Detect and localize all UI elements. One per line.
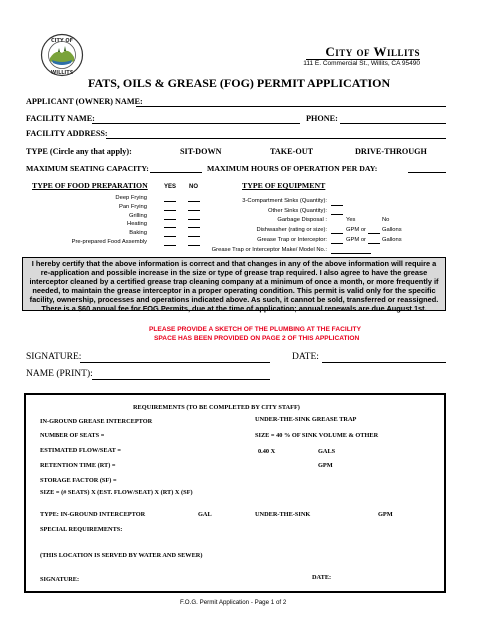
form-title: FATS, OILS & GREASE (FOG) PERMIT APPLICATION [88,76,391,90]
city-address: 111 E. Commercial St., Willits, CA 95490 [303,60,420,67]
staff-signature-label: SIGNATURE: [40,576,80,583]
served-note: (THIS LOCATION IS SERVED BY WATER AND SEWER) [40,552,203,559]
food-prep-item: Pre-prepared Food Assembly [71,239,147,245]
other-sinks-field[interactable] [331,214,343,215]
owner-name-label: APPLICANT (OWNER) NAME: [26,97,143,106]
owner-name-field[interactable] [136,106,446,107]
facility-address-label: FACILITY ADDRESS: [26,129,108,138]
dishwasher-field[interactable] [331,233,343,234]
max-seating-label: MAXIMUM SEATING CAPACITY: [26,164,149,173]
no-blank[interactable] [188,210,200,211]
date-field[interactable] [322,362,446,363]
svg-text:WILLITS: WILLITS [50,70,74,76]
dishwasher-gpm-or: GPM or [346,227,366,233]
special-requirements-label: SPECIAL REQUIREMENTS: [40,526,123,533]
food-prep-heading: TYPE OF FOOD PREPARATION [32,181,148,190]
food-prep-item: Baking [129,230,147,236]
sketch-notice-line2: SPACE HAS BEEN PROVIDED ON PAGE 2 OF THIS APPLICATION [154,335,360,342]
no-blank[interactable] [188,236,200,237]
seats-label: NUMBER OF SEATS = [40,432,105,439]
dishwasher-gallons-field[interactable] [368,233,380,234]
equipment-item: Garbage Disposal : [277,217,327,223]
sketch-notice-line1: PLEASE PROVIDE A SKETCH OF THE PLUMBING AT THE FACILITY [149,326,361,333]
no-blank[interactable] [188,227,200,228]
staff-date-label: DATE: [312,574,332,581]
svg-text:CITY OF: CITY OF [51,38,73,44]
disposal-no[interactable]: No [382,217,390,223]
under-sink-heading: UNDER-THE-SINK GREASE TRAP [255,416,357,423]
gal-label: GAL [198,511,212,518]
facility-name-label: FACILITY NAME: [26,114,95,123]
disposal-yes[interactable]: Yes [346,217,356,223]
formula-label: SIZE = (# SEATS) X (EST. FLOW/SEAT) X (RT) X (SF) [40,489,193,496]
city-seal-logo [40,33,84,77]
no-blank[interactable] [188,201,200,202]
under-sink-type-label: UNDER-THE-SINK [255,511,311,518]
dishwasher-gallons: Gallons [382,227,402,233]
size-label: SIZE = 40 % OF SINK VOLUME & OTHER [255,432,379,439]
type-drive-through[interactable]: DRIVE-THROUGH [355,147,427,156]
yes-blank[interactable] [164,210,176,211]
phone-label: PHONE: [306,114,338,123]
signature-field[interactable] [80,362,270,363]
type-label: TYPE (Circle any that apply): [26,147,132,156]
equipment-item: Dishwasher (rating or size): [256,227,327,233]
max-hours-field[interactable] [408,172,446,173]
max-seating-field[interactable] [150,172,202,173]
type-in-ground-label: TYPE: IN-GROUND INTERCEPTOR [40,511,146,518]
storage-label: STORAGE FACTOR (SF) = [40,477,117,484]
compartment-sinks-field[interactable] [331,205,343,206]
yes-blank[interactable] [164,236,176,237]
food-prep-item: Pan Frying [118,204,147,210]
phone-field[interactable] [340,123,446,124]
in-ground-heading: IN-GROUND GREASE INTERCEPTOR [40,418,153,425]
certification-statement: I hereby certify that the above information is correct and that changes in any of the above information will require a re-application and possible increase in the size or type of grease trap required. I also agree to have the grease interceptor cleaned by a certified grease trap cleaning company at a minimum of once a month, or more frequently if needed, to maintain the grease interceptor in a proper operating condition. This permit is valid only for the specific facility, ownership, processes and operations indicated above. As such, it cannot be sold, transferred or reassigned. There is a $60 annual fee for FOG Permits, due at the time of application; annual renewals are due August 1st. [22,257,446,311]
food-prep-item: Grilling [128,213,147,219]
no-column-header: NO [189,184,198,190]
food-prep-item: Heating [127,221,147,227]
yes-column-header: YES [164,184,177,190]
factor-label: 0.40 X [258,448,276,455]
equipment-item: 3-Compartment Sinks (Quantity): [242,198,327,204]
city-name: City of Willits [325,44,420,59]
yes-blank[interactable] [164,245,176,246]
no-blank[interactable] [188,245,200,246]
yes-blank[interactable] [164,227,176,228]
grease-trap-gallons-field[interactable] [368,243,380,244]
max-hours-label: MAXIMUM HOURS OF OPERATION PER DAY: [207,164,378,173]
gpm-type-label: GPM [378,511,393,518]
flow-label: ESTIMATED FLOW/SEAT = [40,447,121,454]
grease-trap-field[interactable] [331,243,343,244]
make-model-field[interactable] [331,253,371,254]
page-footer: F.O.G. Permit Application - Page 1 of 2 [180,599,287,606]
food-prep-item: Deep Frying [115,195,147,201]
equipment-item: Other Sinks (Quantity): [268,208,327,214]
equipment-item: Grease Trap or Interceptor Make/ Model No.: [211,247,327,253]
name-print-label: NAME (PRINT): [26,369,93,379]
equipment-item: Grease Trap or Interceptor: [257,237,327,243]
staff-heading: REQUIREMENTS (TO BE COMPLETED BY CITY STAFF) [133,404,300,411]
type-take-out[interactable]: TAKE-OUT [270,147,314,156]
yes-blank[interactable] [164,201,176,202]
facility-address-field[interactable] [106,138,446,139]
grease-trap-gpm-or: GPM or [346,237,366,243]
date-label: DATE: [292,352,319,362]
type-sit-down[interactable]: SIT-DOWN [180,147,222,156]
facility-name-field[interactable] [92,123,300,124]
retention-label: RETENTION TIME (RT) = [40,462,116,469]
no-blank[interactable] [188,219,200,220]
equipment-heading: TYPE OF EQUIPMENT [242,181,326,190]
name-print-field[interactable] [92,379,270,380]
gpm-label: GPM [318,462,333,469]
gals-label: GALS [318,448,336,455]
yes-blank[interactable] [164,219,176,220]
grease-trap-gallons: Gallons [382,237,402,243]
signature-label: SIGNATURE: [26,352,82,362]
